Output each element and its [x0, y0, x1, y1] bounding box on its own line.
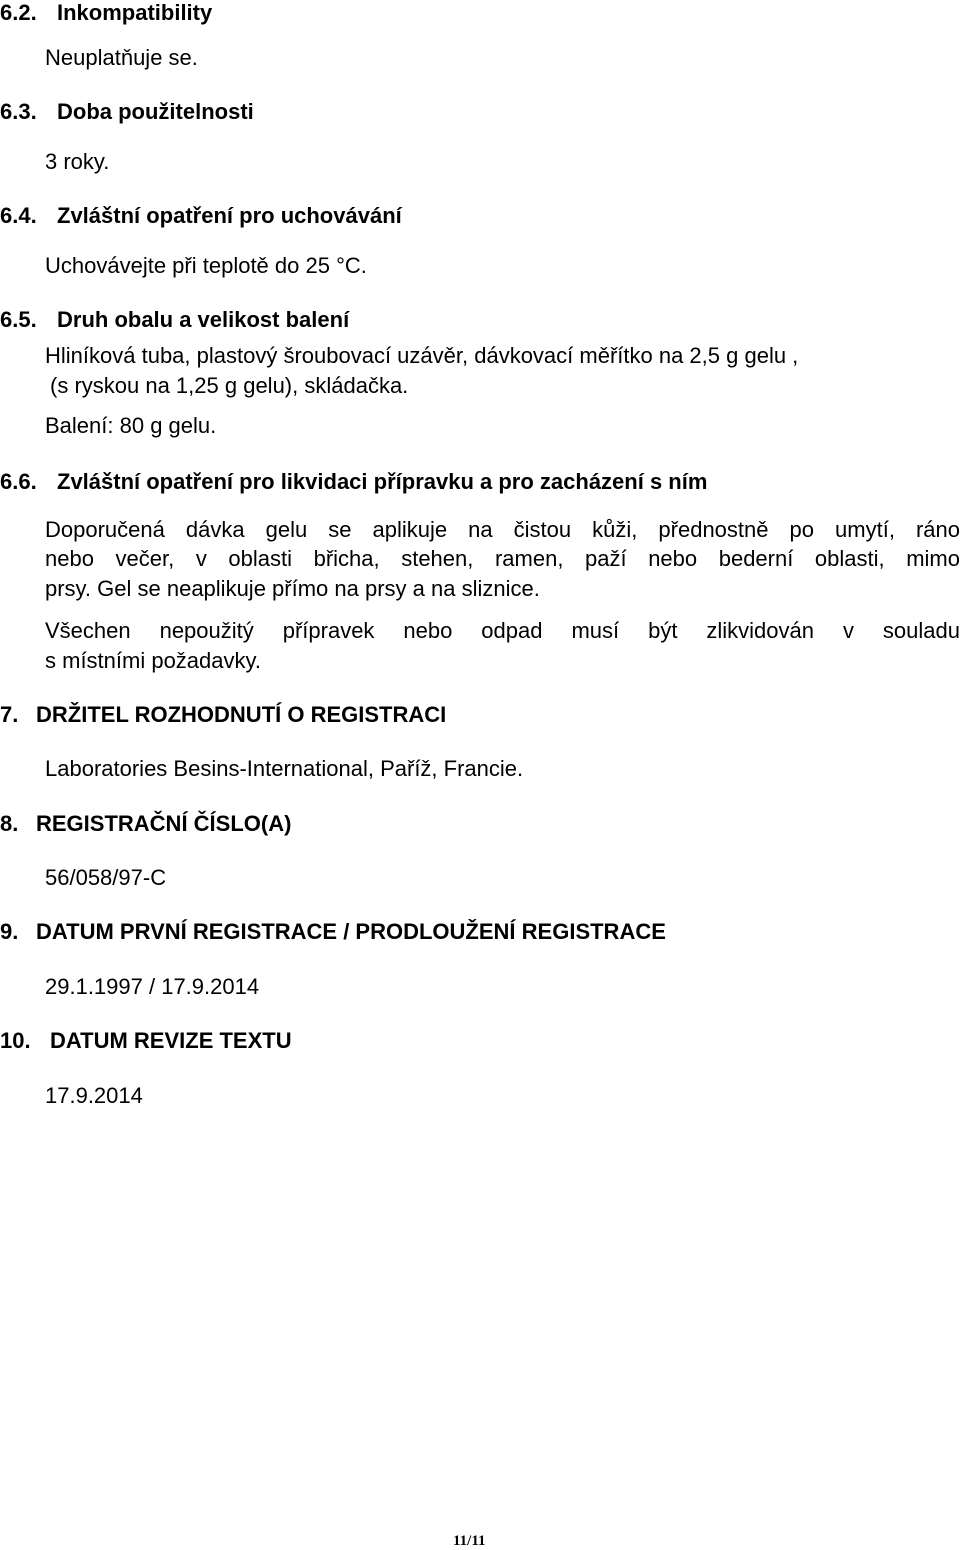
heading-6-6: [0, 469, 707, 495]
heading-number: 6.6.: [0, 469, 37, 494]
body-text-6-5-line-2: (s ryskou na 1,25 g gelu), skládačka.: [50, 373, 409, 398]
heading-8: [0, 811, 291, 837]
body-text-6-6-p1-line-1: Doporučená dávka gelu se aplikuje na čistou kůži, přednostně po umytí, ráno: [45, 517, 960, 542]
body-text-6-6-p2-line-1: Všechen nepoužitý přípravek nebo odpad musí být zlikvidován v souladu: [45, 618, 960, 643]
heading-6-3: [0, 99, 254, 125]
body-text-6-3: 3 roky.: [45, 149, 110, 174]
heading-7: [0, 702, 446, 728]
heading-6-2: [0, 0, 212, 26]
heading-number: 7.: [0, 702, 19, 727]
body-text-6-4: Uchovávejte při teplotě do 25 °C.: [45, 253, 367, 278]
body-text-6-6-p1-line-2: nebo večer, v oblasti břicha, stehen, ramen, paží nebo bederní oblasti, mimo: [45, 546, 960, 571]
body-text-6-2: Neuplatňuje se.: [45, 45, 198, 70]
page-number: 11/11: [453, 1533, 486, 1549]
heading-title: DATUM REVIZE TEXTU: [50, 1028, 292, 1053]
heading-title: DRŽITEL ROZHODNUTÍ O REGISTRACI: [36, 702, 447, 727]
heading-10: [0, 1028, 292, 1054]
body-text-9: 29.1.1997 / 17.9.2014: [45, 974, 260, 999]
body-text-10: 17.9.2014: [45, 1083, 143, 1108]
body-text-6-6-p2-line-2: s místními požadavky.: [45, 648, 261, 673]
heading-number: 6.3.: [0, 99, 37, 124]
heading-number: 9.: [0, 919, 19, 944]
heading-9: [0, 919, 666, 945]
body-text-7: Laboratories Besins-International, Paříž, Francie.: [45, 756, 524, 781]
body-text-8: 56/058/97-C: [45, 865, 167, 890]
heading-title: DATUM PRVNÍ REGISTRACE / PRODLOUŽENÍ REGISTRACE: [36, 919, 666, 944]
heading-number: 8.: [0, 811, 19, 836]
heading-number: 6.4.: [0, 203, 37, 228]
heading-number: 10.: [0, 1028, 31, 1053]
heading-title: Zvláštní opatření pro likvidaci přípravku a pro zacházení s ním: [57, 469, 708, 494]
heading-title: REGISTRAČNÍ ČÍSLO(A): [36, 811, 292, 836]
body-text-6-5-line-3: Balení: 80 g gelu.: [45, 413, 217, 438]
heading-title: Zvláštní opatření pro uchovávání: [57, 203, 402, 228]
heading-number: 6.5.: [0, 307, 37, 332]
heading-title: Doba použitelnosti: [57, 99, 254, 124]
heading-title: Inkompatibility: [57, 0, 213, 25]
body-text-6-5-line-1: Hliníková tuba, plastový šroubovací uzávěr, dávkovací měřítko na 2,5 g gelu ,: [45, 343, 799, 368]
heading-6-4: [0, 203, 402, 229]
heading-number: 6.2.: [0, 0, 37, 25]
body-text-6-6-p1-line-3: prsy. Gel se neaplikuje přímo na prsy a na sliznice.: [45, 576, 540, 601]
heading-title: Druh obalu a velikost balení: [57, 307, 350, 332]
heading-6-5: [0, 307, 349, 333]
